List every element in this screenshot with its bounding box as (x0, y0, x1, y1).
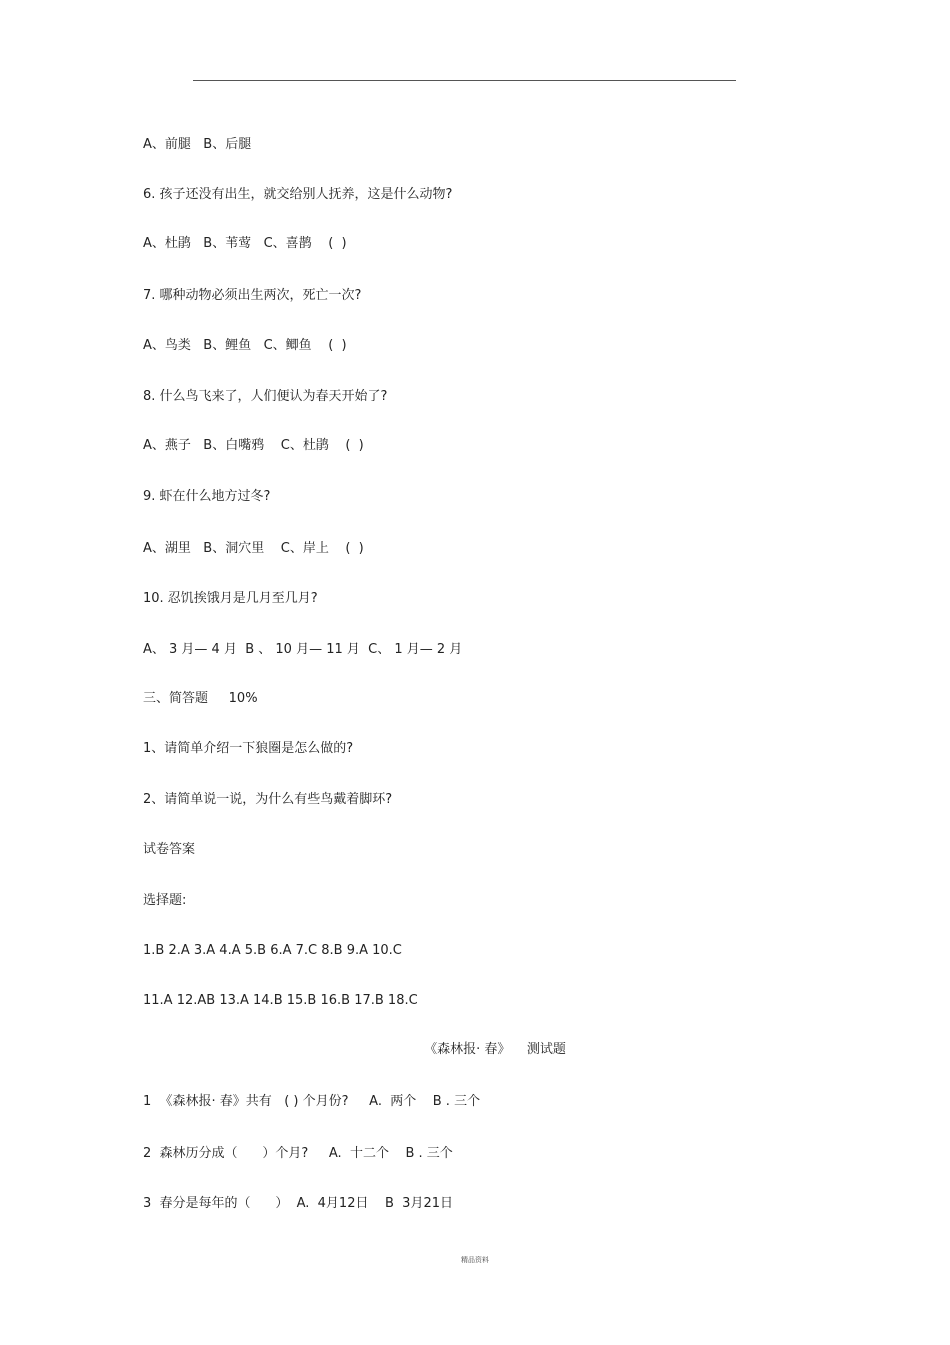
question-6: 6. 孩子还没有出生，就交给别人抚养，这是什么动物? (143, 187, 453, 202)
test-question-3: 3 春分是每年的（ ） A. 4月12日 B 3月21日 (143, 1196, 453, 1211)
option-line-q7: A、鸟类 B、鲤鱼 C、鲫鱼 ( ) (143, 338, 347, 353)
choice-answers-heading: 选择题: (143, 893, 187, 908)
question-8: 8. 什么鸟飞来了，人们便认为春天开始了? (143, 389, 388, 404)
test-question-1: 1 《森林报· 春》共有 ( ) 个月份? A. 两个 B . 三个 (143, 1094, 481, 1109)
test-title: 《森林报· 春》 测试题 (424, 1042, 566, 1057)
answers-row-1: 1.B 2.A 3.A 4.A 5.B 6.A 7.C 8.B 9.A 10.C (143, 943, 402, 958)
option-line-q9: A、湖里 B、洞穴里 C、岸上 ( ) (143, 541, 364, 556)
test-question-2: 2 森林历分成（ ）个月? A. 十二个 B . 三个 (143, 1146, 453, 1161)
option-line-q5: A、前腿 B、后腿 (143, 137, 252, 152)
option-line-q6: A、杜鹃 B、苇莺 C、喜鹊 ( ) (143, 236, 347, 251)
question-10: 10. 忍饥挨饿月是几月至几月? (143, 591, 318, 606)
short-answer-2: 2、请简单说一说，为什么有些鸟戴着脚环? (143, 792, 393, 807)
footer-label: 精品资料 (461, 1256, 489, 1264)
header-rule (193, 80, 736, 81)
question-9: 9. 虾在什么地方过冬? (143, 489, 271, 504)
option-line-q10: A、 3 月— 4 月 B 、 10 月— 11 月 C、 1 月— 2 月 (143, 642, 463, 657)
answers-row-2: 11.A 12.AB 13.A 14.B 15.B 16.B 17.B 18.C (143, 993, 418, 1008)
section-heading-short-answer: 三、简答题 10% (143, 691, 258, 706)
short-answer-1: 1、请简单介绍一下狼圈是怎么做的? (143, 741, 354, 756)
answer-key-heading: 试卷答案 (143, 842, 196, 857)
question-7: 7. 哪种动物必须出生两次，死亡一次? (143, 288, 362, 303)
option-line-q8: A、燕子 B、白嘴鸦 C、杜鹃 ( ) (143, 438, 364, 453)
